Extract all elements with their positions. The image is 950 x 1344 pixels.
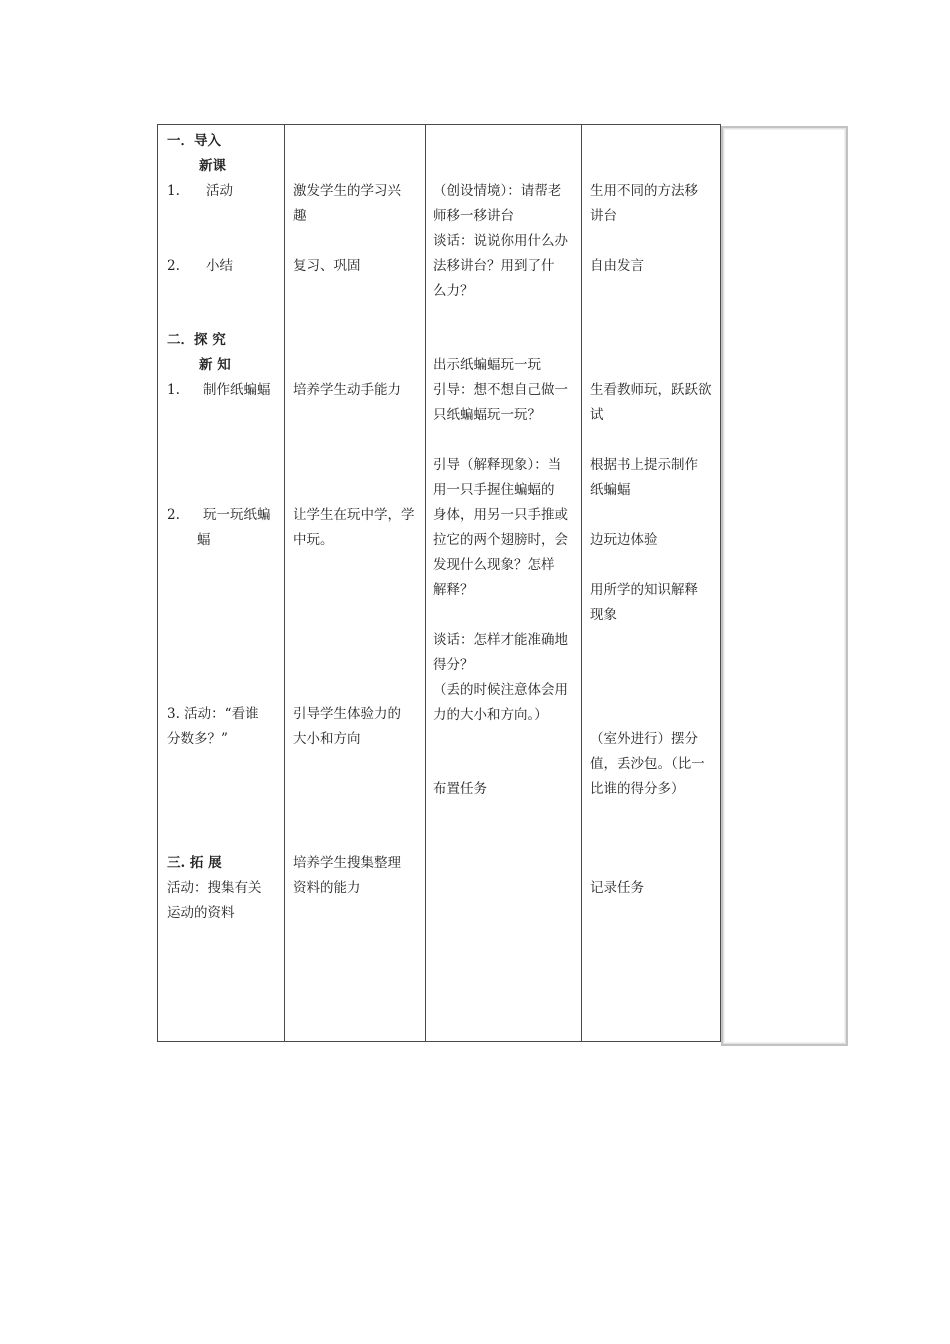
item-label: 制作纸蝙蝠 xyxy=(203,382,271,398)
item-label: 运动的资料 xyxy=(167,905,235,921)
student-text: 边玩边体验 xyxy=(590,532,658,548)
item-number: 2. xyxy=(167,507,180,523)
teacher-text: 法移讲台？用到了什 xyxy=(433,258,555,274)
item-label: 3. 活动：“看谁 xyxy=(167,706,259,722)
teacher-text: 引导（解释现象）：当 xyxy=(433,457,562,473)
column-divider xyxy=(581,125,582,1041)
goal-text: 引导学生体验力的 xyxy=(293,706,401,722)
section-title: 三. 拓 展 xyxy=(167,855,222,871)
section-title: 一．导入 xyxy=(167,133,221,149)
student-text: 纸蝙蝠 xyxy=(590,482,631,498)
item-number: 2. xyxy=(167,258,180,274)
student-text: 记录任务 xyxy=(590,880,644,896)
teacher-text: 么力？ xyxy=(433,283,474,299)
student-text: （室外进行）摆分 xyxy=(590,731,698,747)
teacher-text: 出示纸蝙蝠玩一玩 xyxy=(433,357,541,373)
teacher-text: 拉它的两个翅膀时，会 xyxy=(433,532,568,548)
student-text: 比谁的得分多） xyxy=(590,781,685,797)
section-subtitle: 新课 xyxy=(199,158,226,174)
goal-text: 资料的能力 xyxy=(293,880,361,896)
student-text: 生用不同的方法移 xyxy=(590,183,698,199)
item-label: 活动：搜集有关 xyxy=(167,880,262,896)
item-label: 蝠 xyxy=(197,532,211,548)
teacher-text: 引导：想不想自己做一 xyxy=(433,382,568,398)
column-divider xyxy=(284,125,285,1041)
goal-text: 趣 xyxy=(293,208,307,224)
student-text: 根据书上提示制作 xyxy=(590,457,698,473)
teacher-text: 布置任务 xyxy=(433,781,487,797)
teacher-text: 解释？ xyxy=(433,582,474,598)
teacher-text: 力的大小和方向。） xyxy=(433,707,548,723)
teacher-text: 身体，用另一只手推或 xyxy=(433,507,568,523)
student-text: 自由发言 xyxy=(590,258,644,274)
teacher-text: （丢的时候注意体会用 xyxy=(433,682,568,698)
item-number: 1. xyxy=(167,382,180,398)
student-text: 试 xyxy=(590,407,604,423)
item-label: 小结 xyxy=(206,258,233,274)
section-title: 二．探 究 xyxy=(167,332,226,348)
item-number: 1. xyxy=(167,183,180,199)
section-subtitle: 新 知 xyxy=(199,357,231,373)
teacher-text: 发现什么现象？怎样 xyxy=(433,557,555,573)
item-label: 分数多？” xyxy=(167,731,228,747)
side-panel xyxy=(721,126,848,1046)
student-text: 用所学的知识解释 xyxy=(590,582,698,598)
goal-text: 让学生在玩中学，学 xyxy=(293,507,415,523)
student-text: 现象 xyxy=(590,607,617,623)
teacher-text: 用一只手握住蝙蝠的 xyxy=(433,482,555,498)
teacher-text: 谈话：怎样才能准确地 xyxy=(433,632,568,648)
item-label: 活动 xyxy=(206,183,233,199)
student-text: 生看教师玩，跃跃欲 xyxy=(590,382,712,398)
teacher-text: 谈话：说说你用什么办 xyxy=(433,233,568,249)
column-divider xyxy=(425,125,426,1041)
student-text: 值，丢沙包。（比一 xyxy=(590,756,705,772)
goal-text: 大小和方向 xyxy=(293,731,361,747)
teacher-text: （创设情境）：请帮老 xyxy=(433,183,562,199)
goal-text: 培养学生搜集整理 xyxy=(293,855,401,871)
student-text: 讲台 xyxy=(590,208,617,224)
teacher-text: 只纸蝙蝠玩一玩？ xyxy=(433,407,541,423)
goal-text: 激发学生的学习兴 xyxy=(293,183,401,199)
goal-text: 复习、巩固 xyxy=(293,258,361,274)
teacher-text: 师移一移讲台 xyxy=(433,208,514,224)
goal-text: 中玩。 xyxy=(293,532,334,548)
goal-text: 培养学生动手能力 xyxy=(293,382,401,398)
teacher-text: 得分？ xyxy=(433,657,474,673)
item-label: 玩一玩纸蝙 xyxy=(203,507,271,523)
